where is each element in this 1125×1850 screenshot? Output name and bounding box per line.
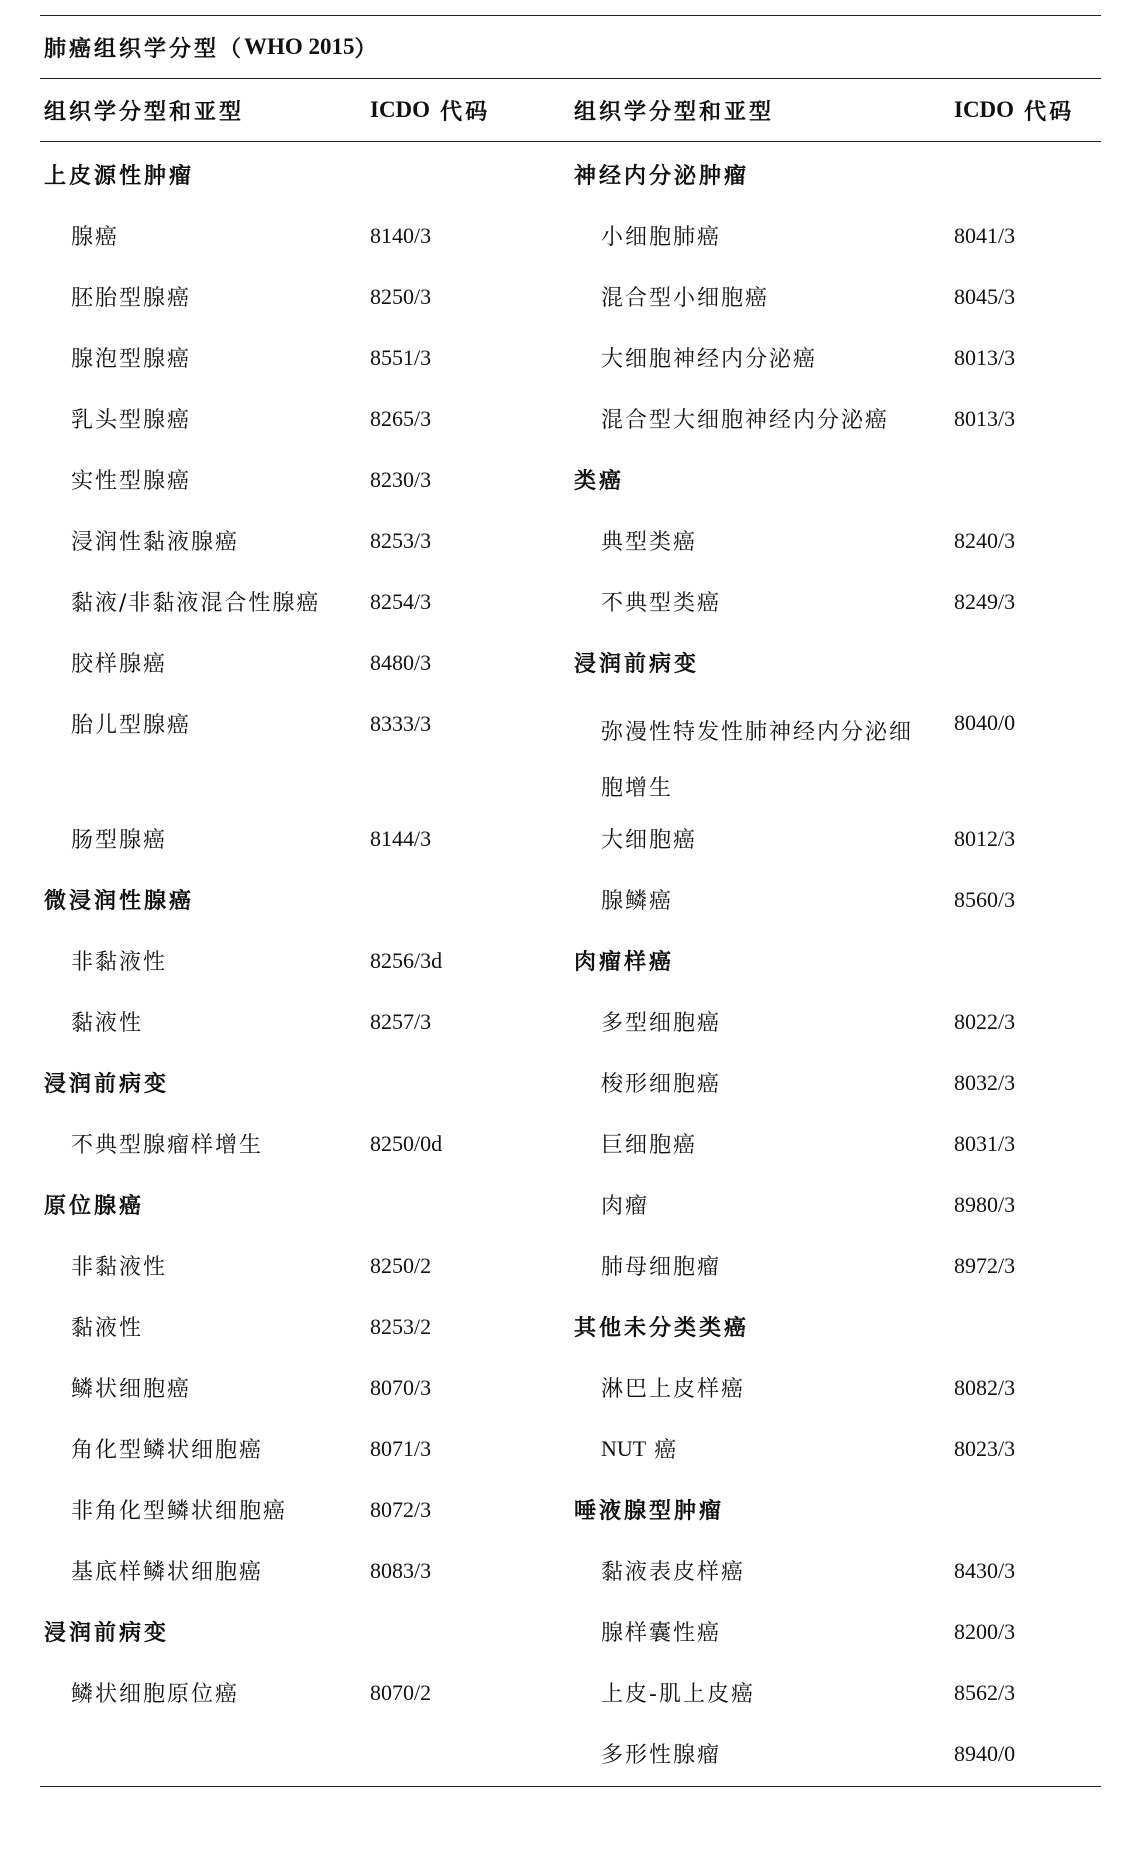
table-row xyxy=(40,1601,570,1662)
table-row xyxy=(570,1235,1101,1296)
table-row xyxy=(40,1174,570,1235)
subtype-name: 胶样腺癌 xyxy=(71,652,168,677)
table-row xyxy=(40,808,570,869)
table-row xyxy=(40,1662,570,1723)
subtype-name: 不典型类癌 xyxy=(601,591,722,616)
icdo-code: 8071/3 xyxy=(370,1435,432,1461)
subtype-name: 基底样鳞状细胞癌 xyxy=(71,1560,264,1585)
icdo-code: 8333/3 xyxy=(370,710,432,736)
icdo-code: 8022/3 xyxy=(954,1008,1016,1034)
category-name: 神经内分泌肿瘤 xyxy=(574,164,750,189)
subtype-name: 肺母细胞瘤 xyxy=(601,1255,722,1280)
table-row xyxy=(570,510,1101,571)
subtype-name: 非角化型鳞状细胞癌 xyxy=(71,1499,288,1524)
subtype-name: 角化型鳞状细胞癌 xyxy=(71,1438,264,1463)
table-row xyxy=(40,1357,570,1418)
icdo-code: 8041/3 xyxy=(954,222,1016,248)
table-row xyxy=(40,632,570,693)
icdo-code: 8012/3 xyxy=(954,825,1016,851)
table-row xyxy=(40,869,570,930)
left-code-header-cjk: 代码 xyxy=(440,99,491,125)
table-row xyxy=(40,1418,570,1479)
icdo-code: 8980/3 xyxy=(954,1191,1016,1217)
icdo-code: 8560/3 xyxy=(954,886,1016,912)
icdo-code: 8072/3 xyxy=(370,1496,432,1522)
classification-table xyxy=(40,15,1101,1787)
subtype-name: 肠型腺癌 xyxy=(71,828,168,853)
right-code-header-cjk: 代码 xyxy=(1024,99,1075,125)
table-row xyxy=(570,1723,1101,1784)
table-row xyxy=(40,144,570,205)
right-name-header: 组织学分型和亚型 xyxy=(574,99,775,125)
icdo-code: 8083/3 xyxy=(370,1557,432,1583)
subtype-name: 巨细胞癌 xyxy=(601,1133,698,1158)
subtype-name: 腺癌 xyxy=(71,225,120,250)
caption-suffix: ） xyxy=(354,36,380,62)
icdo-code: 8032/3 xyxy=(954,1069,1016,1095)
table-row xyxy=(570,1418,1101,1479)
table-row xyxy=(40,571,570,632)
icdo-code: 8013/3 xyxy=(954,405,1016,431)
icdo-code: 8240/3 xyxy=(954,527,1016,553)
subtype-name: 不典型腺瘤样增生 xyxy=(71,1133,264,1158)
left-name-header: 组织学分型和亚型 xyxy=(44,99,245,125)
table-row xyxy=(40,449,570,510)
subtype-name: 梭形细胞癌 xyxy=(601,1072,722,1097)
subtype-name: 弥漫性特发性肺神经内分泌细胞增生 xyxy=(601,720,914,801)
table-row xyxy=(40,1052,570,1113)
icdo-code: 8254/3 xyxy=(370,588,432,614)
table-row xyxy=(40,1479,570,1540)
icdo-code: 8257/3 xyxy=(370,1008,432,1034)
icdo-code: 8250/2 xyxy=(370,1252,432,1278)
category-name: 其他未分类类癌 xyxy=(574,1316,750,1341)
icdo-code: 8253/3 xyxy=(370,527,432,553)
table-row xyxy=(570,144,1101,205)
table-row xyxy=(570,1662,1101,1723)
table-row xyxy=(570,205,1101,266)
table-row xyxy=(40,510,570,571)
table-row xyxy=(40,388,570,449)
table-row xyxy=(570,632,1101,693)
subtype-name: 腺鳞癌 xyxy=(601,889,674,914)
icdo-code: 8430/3 xyxy=(954,1557,1016,1583)
subtype-name: 淋巴上皮样癌 xyxy=(601,1377,746,1402)
icdo-code: 8250/3 xyxy=(370,283,432,309)
right-code-header xyxy=(954,79,1074,141)
table-row xyxy=(40,1235,570,1296)
row-spacer xyxy=(40,754,570,808)
icdo-code: 8200/3 xyxy=(954,1618,1016,1644)
table-row xyxy=(40,1296,570,1357)
table-row xyxy=(570,1479,1101,1540)
icdo-code: 8249/3 xyxy=(954,588,1016,614)
icdo-code: 8972/3 xyxy=(954,1252,1016,1278)
icdo-code: 8144/3 xyxy=(370,825,432,851)
category-name: 肉瘤样癌 xyxy=(574,950,675,975)
category-name: 唾液腺型肿瘤 xyxy=(574,1499,725,1524)
table-row xyxy=(570,869,1101,930)
subtype-name-latin: NUT xyxy=(601,1435,647,1461)
table-row xyxy=(570,266,1101,327)
table-row xyxy=(570,991,1101,1052)
subtype-name: 多形性腺瘤 xyxy=(601,1743,722,1768)
icdo-code: 8562/3 xyxy=(954,1679,1016,1705)
table-row xyxy=(570,1357,1101,1418)
subtype-name: 腺样囊性癌 xyxy=(601,1621,722,1646)
subtype-name: 黏液性 xyxy=(71,1316,144,1341)
table-row xyxy=(40,327,570,388)
table-row xyxy=(570,930,1101,991)
table-row xyxy=(570,449,1101,510)
table-row xyxy=(570,388,1101,449)
table-row xyxy=(40,930,570,991)
subtype-name: 肉瘤 xyxy=(601,1194,650,1219)
table-row xyxy=(570,1601,1101,1662)
subtype-name: 实性型腺癌 xyxy=(71,469,192,494)
table-row xyxy=(40,991,570,1052)
subtype-name: 鳞状细胞癌 xyxy=(71,1377,192,1402)
icdo-code: 8070/2 xyxy=(370,1679,432,1705)
category-name: 浸润前病变 xyxy=(44,1072,170,1097)
caption-latin: WHO 2015 xyxy=(244,34,355,59)
table-row xyxy=(40,205,570,266)
icdo-code: 8140/3 xyxy=(370,222,432,248)
subtype-name: 典型类癌 xyxy=(601,530,698,555)
subtype-name: 上皮-肌上皮癌 xyxy=(601,1682,755,1707)
subtype-name: 大细胞癌 xyxy=(601,828,698,853)
subtype-name: 浸润性黏液腺癌 xyxy=(71,530,240,555)
left-code-header xyxy=(370,79,490,141)
icdo-code: 8040/0 xyxy=(954,710,1016,735)
icdo-code: 8940/0 xyxy=(954,1740,1016,1766)
subtype-name: 胚胎型腺癌 xyxy=(71,286,192,311)
table-row xyxy=(40,1540,570,1601)
table-body xyxy=(40,142,1101,1786)
icdo-code: 8070/3 xyxy=(370,1374,432,1400)
category-name: 上皮源性肿瘤 xyxy=(44,164,195,189)
caption-prefix: 肺癌组织学分型（ xyxy=(44,36,245,62)
subtype-name: 非黏液性 xyxy=(71,950,168,975)
icdo-code: 8265/3 xyxy=(370,405,432,431)
subtype-name: 混合型大细胞神经内分泌癌 xyxy=(601,408,890,433)
subtype-name: 多型细胞癌 xyxy=(601,1011,722,1036)
subtype-name: 乳头型腺癌 xyxy=(71,408,192,433)
icdo-code: 8253/2 xyxy=(370,1313,432,1339)
icdo-code: 8480/3 xyxy=(370,649,432,675)
subtype-name: 黏液表皮样癌 xyxy=(601,1560,746,1585)
icdo-code: 8082/3 xyxy=(954,1374,1016,1400)
subtype-name: 混合型小细胞癌 xyxy=(601,286,770,311)
icdo-code: 8230/3 xyxy=(370,466,432,492)
subtype-name: 腺泡型腺癌 xyxy=(71,347,192,372)
subtype-name: 非黏液性 xyxy=(71,1255,168,1280)
category-name: 类癌 xyxy=(574,469,625,494)
category-name: 浸润前病变 xyxy=(44,1621,170,1646)
icdo-code: 8023/3 xyxy=(954,1435,1016,1461)
left-column xyxy=(40,144,570,1784)
subtype-name-cjk: 癌 xyxy=(654,1438,679,1463)
icdo-code: 8013/3 xyxy=(954,344,1016,370)
icdo-code: 8045/3 xyxy=(954,283,1016,309)
subtype-name: 胎儿型腺癌 xyxy=(71,713,192,738)
right-code-header-latin: ICDO xyxy=(954,97,1015,122)
category-name: 浸润前病变 xyxy=(574,652,700,677)
table-row xyxy=(570,1296,1101,1357)
icdo-code: 8256/3d xyxy=(370,947,443,973)
category-name: 原位腺癌 xyxy=(44,1194,145,1219)
table-row xyxy=(570,571,1101,632)
right-column xyxy=(570,144,1101,1784)
left-code-header-latin: ICDO xyxy=(370,97,431,122)
subtype-name: 黏液/非黏液混合性腺癌 xyxy=(71,591,321,616)
table-caption xyxy=(40,16,1101,78)
category-name: 微浸润性腺癌 xyxy=(44,889,195,914)
table-row xyxy=(570,1052,1101,1113)
table-row xyxy=(40,1113,570,1174)
subtype-name: 大细胞神经内分泌癌 xyxy=(601,347,818,372)
bottom-rule xyxy=(40,1786,1101,1787)
icdo-code: 8031/3 xyxy=(954,1130,1016,1156)
table-row xyxy=(570,1113,1101,1174)
subtype-name: 黏液性 xyxy=(71,1011,144,1036)
table-row xyxy=(40,266,570,327)
subtype-name: 小细胞肺癌 xyxy=(601,225,722,250)
icdo-code: 8551/3 xyxy=(370,344,432,370)
table-row xyxy=(570,693,1101,808)
icdo-code: 8250/0d xyxy=(370,1130,443,1156)
table-row xyxy=(570,808,1101,869)
table-row xyxy=(570,1540,1101,1601)
table-row xyxy=(570,1174,1101,1235)
subtype-name: 鳞状细胞原位癌 xyxy=(71,1682,240,1707)
table-row xyxy=(40,693,570,754)
column-header-row xyxy=(40,79,1101,141)
table-row xyxy=(570,327,1101,388)
subtype-name xyxy=(601,1418,678,1479)
